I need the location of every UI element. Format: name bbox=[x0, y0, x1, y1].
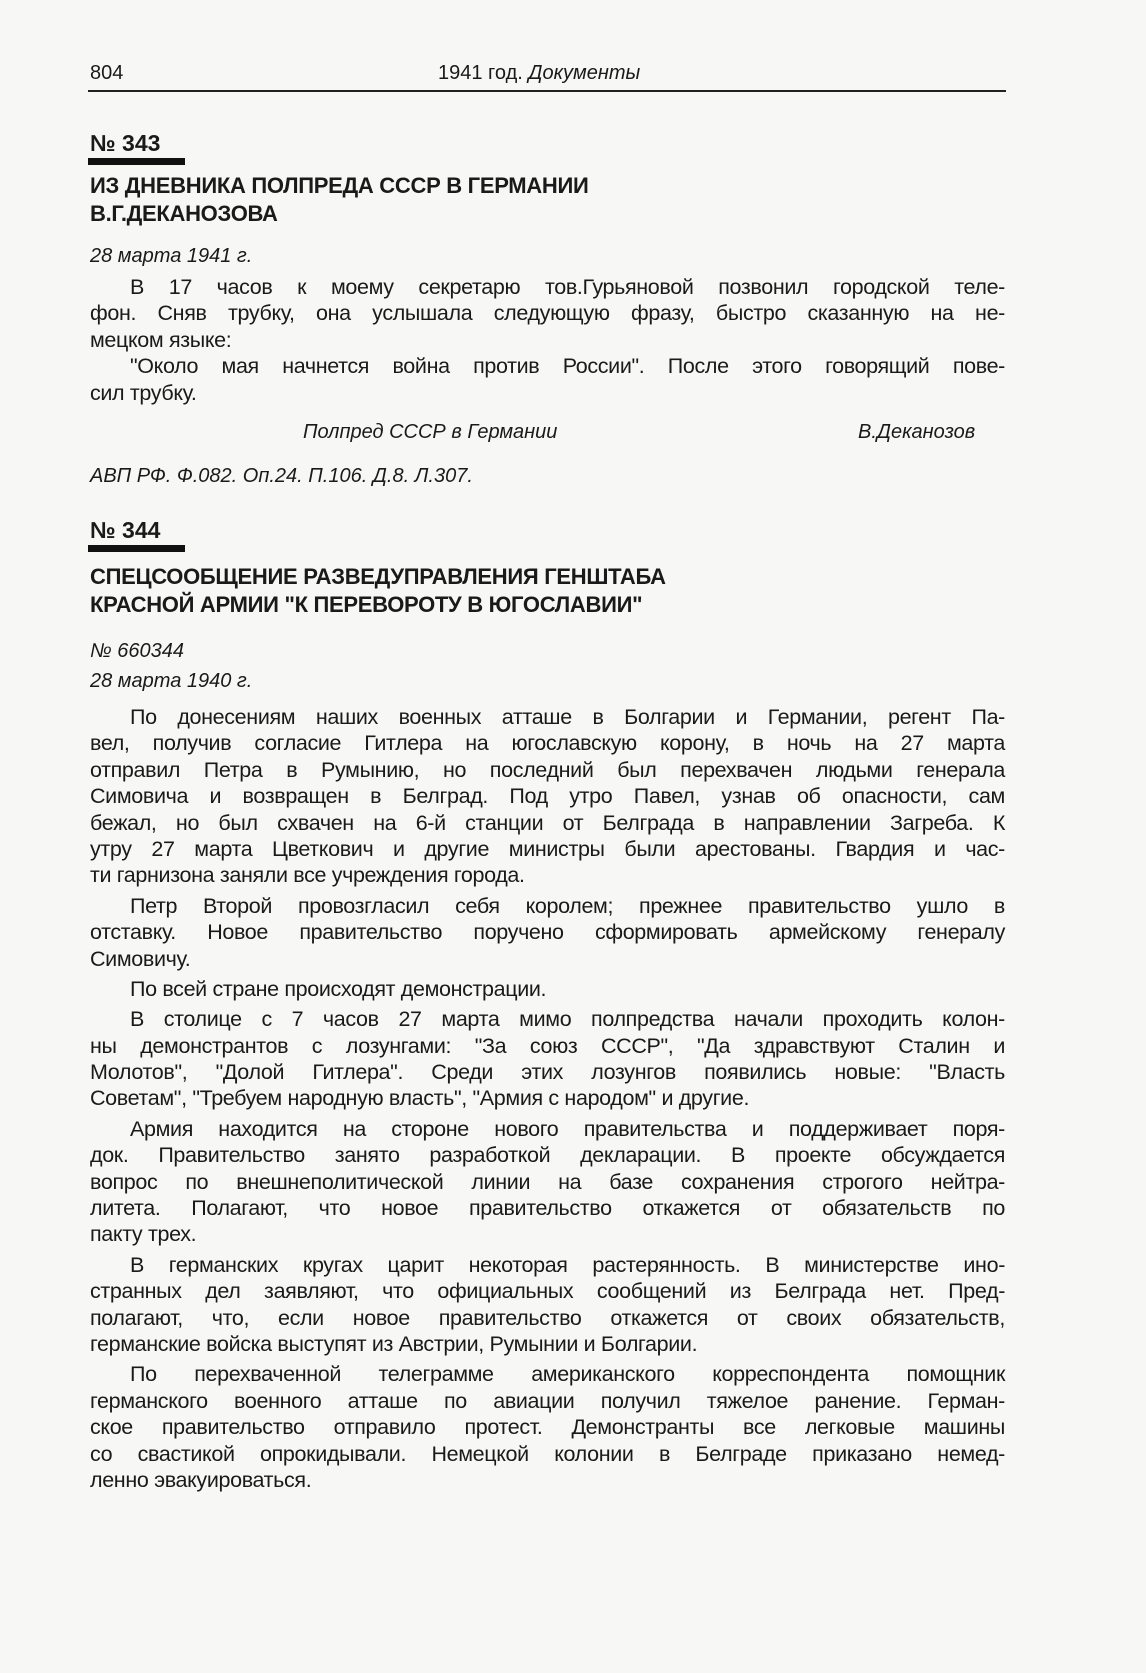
doc-343-title-line: ИЗ ДНЕВНИКА ПОЛПРЕДА СССР В ГЕРМАНИИ bbox=[90, 173, 589, 198]
running-title-year: 1941 год. bbox=[438, 62, 523, 84]
doc-344-reg-number: № 660344 bbox=[90, 640, 184, 662]
doc-344-title bbox=[90, 563, 666, 619]
paragraph bbox=[90, 704, 1005, 889]
doc-344-date: 28 марта 1940 г. bbox=[90, 670, 253, 692]
header-rule bbox=[88, 90, 1006, 92]
text-line: ны демонстрантов с лозунгами: "За союз СССР", "Да здравствуют Сталин и bbox=[90, 1033, 1005, 1058]
text-line: сил трубку. bbox=[90, 380, 197, 405]
doc-344-number: № 344 bbox=[90, 517, 161, 543]
text-line: док. Правительство занято разработкой декларации. В проекте обсуждается bbox=[90, 1143, 1005, 1168]
paragraph bbox=[90, 1252, 1005, 1358]
text-line: германские войска выступят из Австрии, Румынии и Болгарии. bbox=[90, 1331, 698, 1356]
text-line: утру 27 марта Цветкович и другие министры были арестованы. Гвардия и час- bbox=[90, 836, 1005, 861]
text-line: пакту трех. bbox=[90, 1222, 197, 1247]
text-line: Советам", "Требуем народную власть", "Армия с народом" и другие. bbox=[90, 1086, 750, 1111]
text-line: По донесениям наших военных атташе в Болгарии и Германии, регент Па- bbox=[130, 705, 1005, 729]
paragraph bbox=[90, 1361, 1005, 1493]
signature-name: В.Деканозов bbox=[858, 421, 976, 443]
paragraph bbox=[90, 1006, 1005, 1112]
text-line: В германских кругах царит некоторая растерянность. В министерстве ино- bbox=[130, 1252, 1005, 1277]
text-line: Симовичу. bbox=[90, 946, 191, 971]
doc-344-title-line: КРАСНОЙ АРМИИ "К ПЕРЕВОРОТУ В ЮГОСЛАВИИ" bbox=[90, 592, 643, 617]
doc-343-date: 28 марта 1941 г. bbox=[90, 245, 253, 267]
text-line: Молотов", "Долой Гитлера". Среди этих лозунгов появились новые: "Власть bbox=[90, 1060, 1005, 1085]
doc-344-bar bbox=[88, 545, 185, 552]
text-line: "Около мая начнется война против России". После этого говорящий пове- bbox=[130, 354, 1005, 379]
text-line: вопрос по внешнеполитической линии на базе сохранения строгого нейтра- bbox=[90, 1169, 1005, 1194]
doc-344-title-line: СПЕЦСООБЩЕНИЕ РАЗВЕДУПРАВЛЕНИЯ ГЕНШТАБА bbox=[90, 564, 666, 589]
text-line: В столице с 7 часов 27 марта мимо полпредства начали проходить колон- bbox=[130, 1007, 1005, 1032]
archive-reference: АВП РФ. Ф.082. Оп.24. П.106. Д.8. Л.307. bbox=[90, 465, 473, 487]
paragraph bbox=[90, 274, 1005, 353]
doc-343-bar bbox=[88, 158, 185, 165]
text-line: со свастикой опрокидывали. Немецкой колонии в Белграде приказано немед- bbox=[90, 1441, 1005, 1466]
text-line: бежал, но был схвачен на 6-й станции от Белграда в направлении Загреба. К bbox=[90, 810, 1005, 835]
paragraph bbox=[90, 893, 1005, 972]
text-line: ленно эвакуироваться. bbox=[90, 1467, 312, 1492]
doc-343-number: № 343 bbox=[90, 130, 161, 156]
text-line: Симовича и возвращен в Белград. Под утро Павел, узнав об опасности, сам bbox=[90, 784, 1005, 809]
paragraph bbox=[90, 976, 1005, 1002]
text-line: Армия находится на стороне нового правительства и поддерживает поря- bbox=[130, 1116, 1005, 1141]
doc-343-title bbox=[90, 172, 589, 228]
text-line: странных дел заявляют, что официальных сообщений из Белграда нет. Пред- bbox=[90, 1279, 1005, 1304]
text-line: Петр Второй провозгласил себя королем; прежнее правительство ушло в bbox=[130, 893, 1005, 918]
doc-343-title-line: В.Г.ДЕКАНОЗОВА bbox=[90, 201, 278, 226]
text-line: отправил Петра в Румынию, но последний был перехвачен людьми генерала bbox=[90, 757, 1005, 782]
text-line: литета. Полагают, что новое правительство откажется от обязательств по bbox=[90, 1196, 1005, 1221]
doc-344-body bbox=[90, 704, 1005, 1493]
text-line: ти гарнизона заняли все учреждения города. bbox=[90, 863, 525, 888]
doc-343-body bbox=[90, 274, 1005, 406]
text-line: По всей стране происходят демонстрации. bbox=[130, 976, 547, 1001]
text-line: По перехваченной телеграмме американского корреспондента помощник bbox=[130, 1362, 1005, 1387]
signature-position: Полпред СССР в Германии bbox=[303, 421, 558, 443]
paragraph bbox=[90, 353, 1005, 406]
text-line: фон. Сняв трубку, она услышала следующую фразу, быстро сказанную на не- bbox=[90, 301, 1005, 326]
page-number: 804 bbox=[90, 62, 124, 84]
text-line: вел, получив согласие Гитлера на югославскую корону, в ночь на 27 марта bbox=[90, 731, 1005, 756]
text-line: полагают, что, если новое правительство откажется от своих обязательств, bbox=[90, 1305, 1005, 1330]
text-line: отставку. Новое правительство поручено сформировать армейскому генералу bbox=[90, 920, 1005, 945]
running-title-section: Документы bbox=[528, 62, 641, 84]
text-line: мецком языке: bbox=[90, 327, 232, 352]
text-line: В 17 часов к моему секретарю тов.Гурьяновой позвонил городской теле- bbox=[130, 275, 1005, 299]
text-line: германского военного атташе по авиации получил тяжелое ранение. Герман- bbox=[90, 1388, 1005, 1413]
paragraph bbox=[90, 1116, 1005, 1248]
text-line: ское правительство отправило протест. Демонстранты все легковые машины bbox=[90, 1415, 1005, 1440]
running-title bbox=[438, 62, 640, 85]
